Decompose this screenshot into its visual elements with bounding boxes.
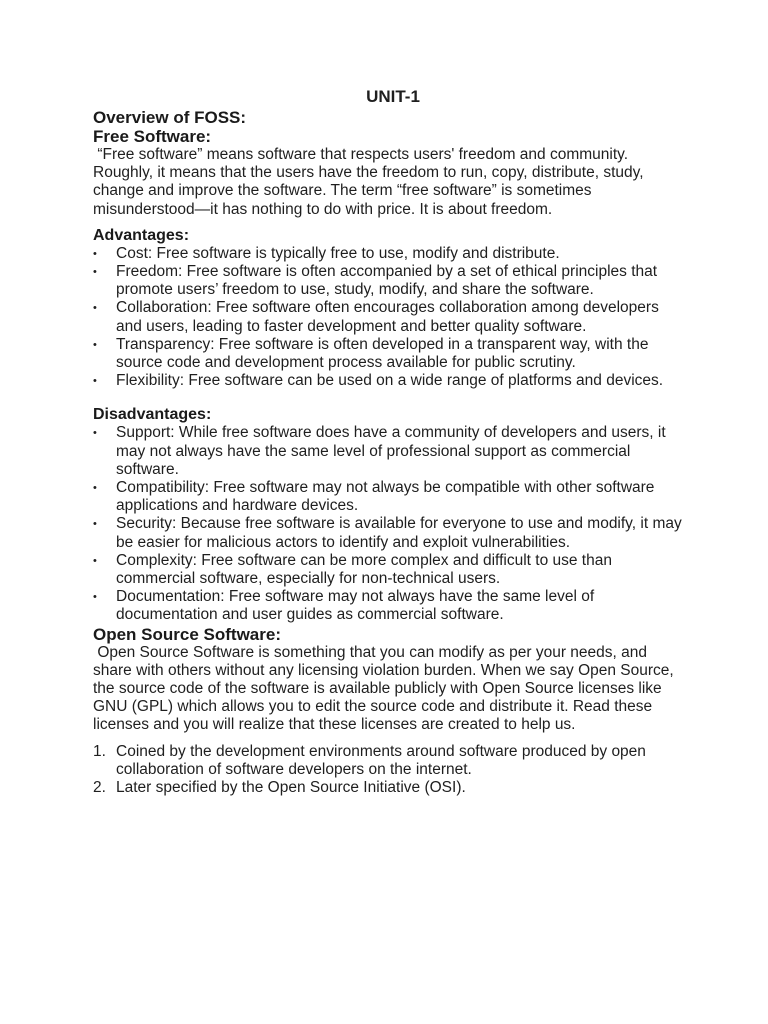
page-title: UNIT-1	[366, 87, 420, 106]
overview-heading: Overview of FOSS:	[93, 108, 247, 127]
bullet-icon: •	[93, 554, 97, 567]
bullet-icon: •	[93, 427, 97, 440]
list-item	[93, 372, 683, 390]
bullet-icon: •	[93, 247, 97, 260]
list-number: 1.	[93, 742, 106, 760]
open-source-numbered-list	[93, 743, 683, 798]
bullet-icon: •	[93, 266, 97, 279]
bullet-icon: •	[93, 518, 97, 531]
list-item	[93, 299, 683, 335]
bullet-icon: •	[93, 375, 97, 388]
list-item	[93, 263, 683, 299]
bullet-icon: •	[93, 591, 97, 604]
list-item-text: Complexity: Free software can be more complex and difficult to use than commercial software, especially for non-technical users.	[116, 551, 612, 588]
list-item-text: Compatibility: Free software may not always be compatible with other software applications and hardware devices.	[116, 479, 655, 515]
list-item-text: Cost: Free software is typically free to use, modify and distribute.	[116, 244, 560, 262]
list-item	[93, 552, 683, 588]
bullet-icon: •	[93, 302, 97, 315]
list-item	[93, 424, 683, 479]
list-item-text: Documentation: Free software may not always have the same level of documentation and user guides as commercial software.	[116, 588, 595, 624]
list-item	[93, 479, 683, 515]
advantages-list	[93, 245, 683, 391]
list-item	[93, 779, 683, 797]
list-item-text: Flexibility: Free software can be used on a wide range of platforms and devices.	[116, 372, 664, 390]
list-item	[93, 588, 683, 624]
list-item-text: Transparency: Free software is often developed in a transparent way, with the source code and development process available for public scrutiny.	[116, 335, 649, 372]
list-item-text: Security: Because free software is available for everyone to use and modify, it may be easier for malicious actors to identify and exploit vulnerabilities.	[116, 515, 682, 551]
list-item	[93, 245, 683, 263]
list-item-text: Freedom: Free software is often accompanied by a set of ethical principles that promote users’ freedom to use, study, modify, and share the software.	[116, 263, 658, 299]
list-item	[93, 515, 683, 551]
disadvantages-list	[93, 424, 683, 624]
list-number: 2.	[93, 779, 106, 797]
document-page	[93, 86, 683, 797]
list-item-text: Support: While free software does have a community of developers and users, it may not always have the same level of professional support as commercial software.	[116, 424, 666, 478]
open-source-paragraph: Open Source Software is something that you can modify as per your needs, and share with others without any licensing violation burden. When we say Open Source, the source code of the software is available publicly with Open Source licenses like GNU (GPL) which allows you to edit the source code and distribute it. Read these licenses and you will realize that these licenses are created to help us.	[93, 643, 679, 734]
list-item-text: Later specified by the Open Source Initiative (OSI).	[116, 779, 466, 797]
free-software-paragraph: “Free software” means software that respects users' freedom and community. Roughly, it means that the users have the freedom to run, copy, distribute, study, change and improve the software. The term “free software” is sometimes misunderstood—it has nothing to do with price. It is about freedom.	[93, 146, 648, 218]
bullet-icon: •	[93, 338, 97, 351]
list-item-text: Coined by the development environments around software produced by open collaboration of software developers on the internet.	[116, 742, 646, 778]
bullet-icon: •	[93, 482, 97, 495]
list-item	[93, 743, 683, 779]
open-source-heading: Open Source Software:	[93, 624, 281, 644]
disadvantages-heading: Disadvantages:	[93, 406, 212, 424]
advantages-heading: Advantages:	[93, 226, 190, 244]
list-item	[93, 336, 683, 372]
list-item-text: Collaboration: Free software often encourages collaboration among developers and users, leading to faster development and better quality software.	[116, 299, 659, 335]
free-software-heading: Free Software:	[93, 127, 212, 146]
